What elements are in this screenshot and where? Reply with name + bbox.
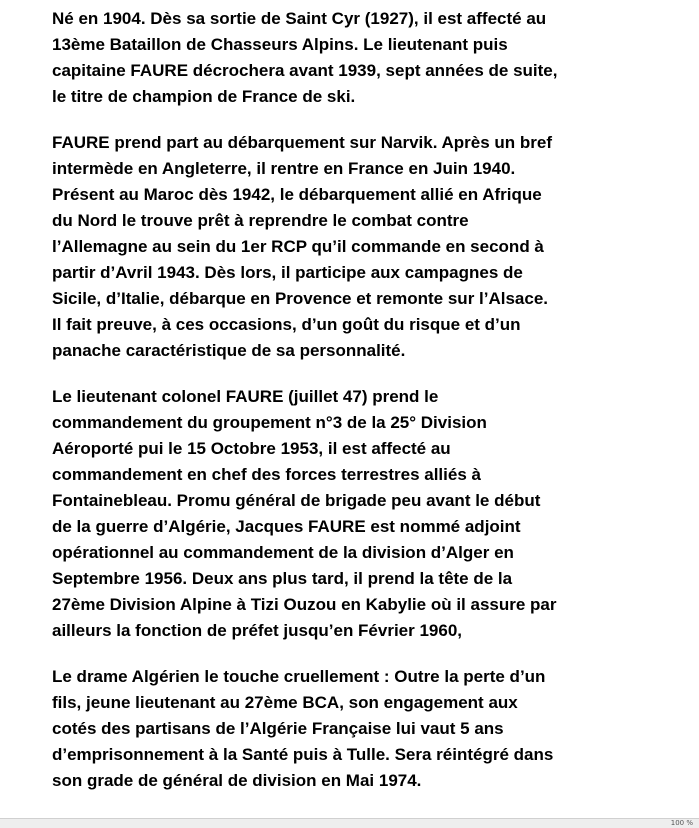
text-line: 27ème Division Alpine à Tizi Ouzou en Kabylie où il assure par xyxy=(52,595,557,614)
text-line: le titre de champion de France de ski. xyxy=(52,87,356,106)
text-line: fils, jeune lieutenant au 27ème BCA, son engagement aux xyxy=(52,693,518,712)
text-line: de la guerre d’Algérie, Jacques FAURE est nommé adjoint xyxy=(52,517,521,536)
text-line: Né en 1904. Dès sa sortie de Saint Cyr (1927), il est affecté au xyxy=(52,9,547,28)
paragraph-command xyxy=(52,384,652,644)
text-line: Le drame Algérien le touche cruellement : Outre la perte d’un xyxy=(52,667,546,686)
text-line: cotés des partisans de l’Algérie Française lui vaut 5 ans xyxy=(52,719,504,738)
text-line: l’Allemagne au sein du 1er RCP qu’il commande en second à xyxy=(52,237,544,256)
paragraph-birth xyxy=(52,6,652,110)
text-line: ailleurs la fonction de préfet jusqu’en Février 1960, xyxy=(52,621,463,640)
document-body xyxy=(52,6,652,828)
text-line: FAURE prend part au débarquement sur Narvik. Après un bref xyxy=(52,133,553,152)
text-line: Le lieutenant colonel FAURE (juillet 47) prend le xyxy=(52,387,439,406)
text-line: Aéroporté pui le 15 Octobre 1953, il est affecté au xyxy=(52,439,451,458)
paragraph-war xyxy=(52,130,652,364)
text-line: Il fait preuve, à ces occasions, d’un goût du risque et d’un xyxy=(52,315,521,334)
text-line: commandement du groupement n°3 de la 25° Division xyxy=(52,413,487,432)
text-line: Fontainebleau. Promu général de brigade peu avant le début xyxy=(52,491,541,510)
text-line: commandement en chef des forces terrestres alliés à xyxy=(52,465,481,484)
text-line: du Nord le trouve prêt à reprendre le combat contre xyxy=(52,211,469,230)
text-line: intermède en Angleterre, il rentre en France en Juin 1940. xyxy=(52,159,516,178)
zoom-level-label[interactable]: 100 % xyxy=(670,819,693,827)
text-line: son grade de général de division en Mai 1974. xyxy=(52,771,422,790)
paragraph-algeria xyxy=(52,664,652,794)
text-line: panache caractéristique de sa personnalité. xyxy=(52,341,406,360)
text-line: Présent au Maroc dès 1942, le débarquement allié en Afrique xyxy=(52,185,542,204)
status-bar xyxy=(0,818,699,828)
text-line: partir d’Avril 1943. Dès lors, il participe aux campagnes de xyxy=(52,263,523,282)
text-line: capitaine FAURE décrochera avant 1939, sept années de suite, xyxy=(52,61,558,80)
text-line: opérationnel au commandement de la division d’Alger en xyxy=(52,543,514,562)
text-line: 13ème Bataillon de Chasseurs Alpins. Le lieutenant puis xyxy=(52,35,508,54)
text-line: d’emprisonnement à la Santé puis à Tulle. Sera réintégré dans xyxy=(52,745,554,764)
text-line: Septembre 1956. Deux ans plus tard, il prend la tête de la xyxy=(52,569,513,588)
text-line: Sicile, d’Italie, débarque en Provence et remonte sur l’Alsace. xyxy=(52,289,549,308)
